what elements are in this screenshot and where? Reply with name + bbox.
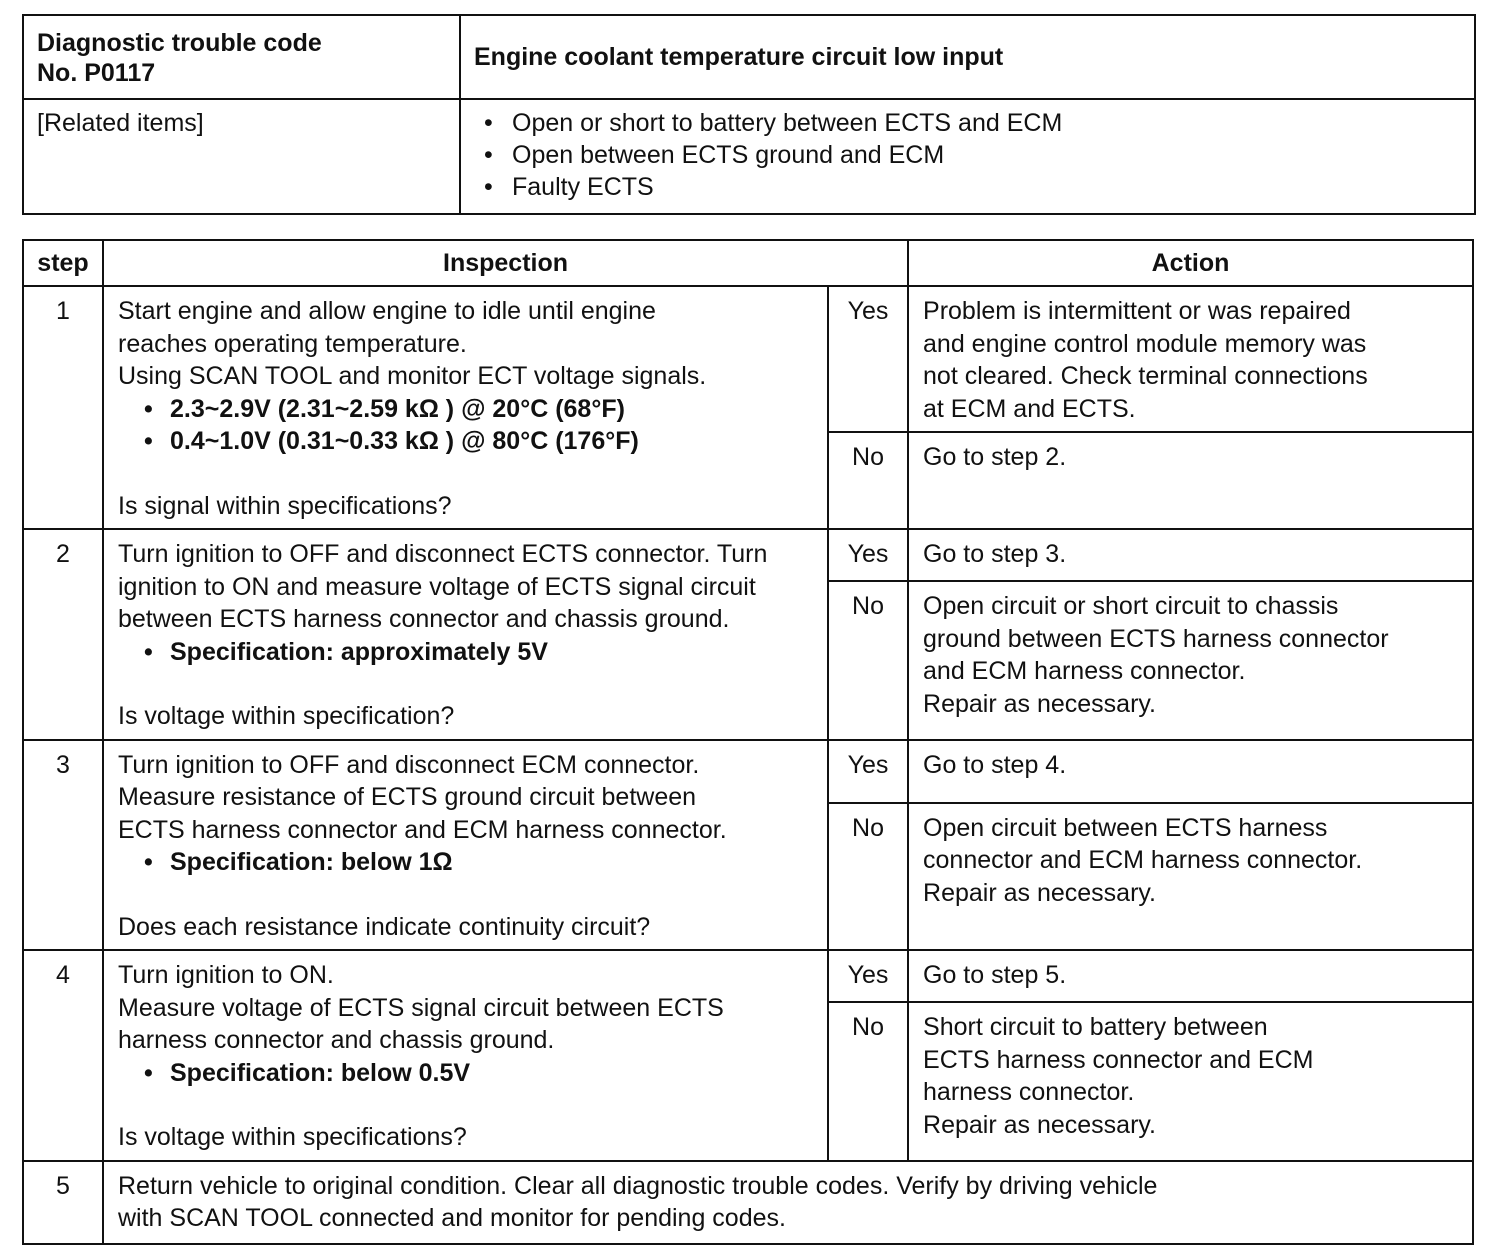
- inspection-question: Is voltage within specifications?: [118, 1123, 467, 1151]
- spec-item: • 0.4~1.0V (0.31~0.33 kΩ ) @ 80°C (176°F): [170, 425, 813, 458]
- related-items-list: [474, 107, 1461, 203]
- no-label: No: [828, 803, 908, 950]
- spec-item: • Specification: below 1Ω: [170, 846, 813, 879]
- action-text: Open circuit between ECTS harness: [923, 813, 1328, 842]
- action-text: Go to step 3.: [923, 540, 1067, 568]
- spec-list: [118, 393, 813, 458]
- related-items-cell: [460, 99, 1475, 214]
- inspection-cell: [103, 740, 828, 951]
- yes-action: [908, 950, 1473, 1002]
- inspection-text: ECTS harness connector and ECM harness connector.: [118, 815, 727, 844]
- col-header-action: Action: [908, 240, 1473, 286]
- action-text: ECTS harness connector and ECM: [923, 1045, 1314, 1074]
- dtc-code-number: No. P0117: [37, 59, 156, 87]
- inspection-text: Return vehicle to original condition. Clear all diagnostic trouble codes. Verify by driving vehicle: [118, 1171, 1158, 1200]
- spec-list: [118, 1057, 813, 1090]
- inspection-text: ignition to ON and measure voltage of ECTS signal circuit: [118, 572, 756, 601]
- spec-item: • 2.3~2.9V (2.31~2.59 kΩ ) @ 20°C (68°F): [170, 393, 813, 426]
- spec-item: • Specification: approximately 5V: [170, 636, 813, 669]
- table-row: [23, 529, 1473, 581]
- inspection-question: Does each resistance indicate continuity circuit?: [118, 912, 651, 941]
- inspection-text: Turn ignition to OFF and disconnect ECM connector.: [118, 750, 700, 779]
- action-text: Go to step 2.: [923, 443, 1067, 471]
- diagnostic-steps-table: [22, 239, 1474, 1245]
- table-row: [23, 740, 1473, 803]
- inspection-text: harness connector and chassis ground.: [118, 1026, 555, 1054]
- table-row: [23, 286, 1473, 432]
- inspection-text: Turn ignition to OFF and disconnect ECTS connector. Turn: [118, 540, 768, 568]
- yes-label: Yes: [828, 950, 908, 1002]
- yes-action: [908, 529, 1473, 581]
- inspection-text: Measure voltage of ECTS signal circuit between ECTS: [118, 993, 724, 1022]
- yes-action: [908, 286, 1473, 432]
- action-text: not cleared. Check terminal connections: [923, 362, 1368, 390]
- related-item: • Open or short to battery between ECTS and ECM: [512, 107, 1461, 139]
- step-number: 1: [23, 286, 103, 529]
- inspection-cell: [103, 286, 828, 529]
- inspection-question: Is voltage within specification?: [118, 702, 455, 730]
- no-label: No: [828, 1002, 908, 1160]
- inspection-cell: [103, 950, 828, 1161]
- final-step-text: [103, 1161, 1473, 1244]
- no-action: [908, 1002, 1473, 1160]
- inspection-cell: [103, 529, 828, 740]
- inspection-text: between ECTS harness connector and chassis ground.: [118, 605, 730, 633]
- action-text: ground between ECTS harness connector: [923, 624, 1389, 653]
- dtc-code-cell: [23, 15, 460, 99]
- action-text: Short circuit to battery between: [923, 1013, 1268, 1042]
- action-text: Problem is intermittent or was repaired: [923, 297, 1351, 325]
- action-text: Go to step 4.: [923, 750, 1067, 779]
- action-text: Go to step 5.: [923, 961, 1067, 989]
- col-header-step: step: [23, 240, 103, 286]
- step-number: 4: [23, 950, 103, 1161]
- action-text: Repair as necessary.: [923, 689, 1156, 718]
- step-number: 2: [23, 529, 103, 740]
- action-text: Open circuit or short circuit to chassis: [923, 592, 1339, 621]
- yes-label: Yes: [828, 740, 908, 803]
- inspection-text: with SCAN TOOL connected and monitor for pending codes.: [118, 1204, 786, 1232]
- step-number: 3: [23, 740, 103, 951]
- spec-list: [118, 846, 813, 879]
- no-action: [908, 803, 1473, 950]
- related-items-label: [Related items]: [23, 99, 460, 214]
- yes-action: [908, 740, 1473, 803]
- action-text: at ECM and ECTS.: [923, 394, 1136, 423]
- inspection-text: Measure resistance of ECTS ground circuit between: [118, 783, 697, 811]
- action-text: and engine control module memory was: [923, 329, 1367, 358]
- action-text: connector and ECM harness connector.: [923, 846, 1363, 875]
- spec-item: • Specification: below 0.5V: [170, 1057, 813, 1090]
- dtc-header-table: [22, 14, 1476, 215]
- no-action: [908, 581, 1473, 739]
- dtc-code-label: Diagnostic trouble code: [37, 29, 322, 57]
- no-action: [908, 432, 1473, 529]
- inspection-text: Start engine and allow engine to idle until engine: [118, 297, 656, 325]
- dtc-title: Engine coolant temperature circuit low input: [460, 15, 1475, 99]
- no-label: No: [828, 581, 908, 739]
- related-item: • Open between ECTS ground and ECM: [512, 139, 1461, 171]
- inspection-text: Turn ignition to ON.: [118, 961, 334, 989]
- inspection-question: Is signal within specifications?: [118, 491, 452, 520]
- action-text: and ECM harness connector.: [923, 657, 1246, 686]
- table-row: [23, 950, 1473, 1002]
- action-text: harness connector.: [923, 1078, 1135, 1107]
- no-label: No: [828, 432, 908, 529]
- inspection-text: Using SCAN TOOL and monitor ECT voltage signals.: [118, 362, 707, 390]
- related-item: • Faulty ECTS: [512, 171, 1461, 203]
- col-header-inspection: Inspection: [103, 240, 908, 286]
- table-row: [23, 1161, 1473, 1244]
- action-text: Repair as necessary.: [923, 878, 1156, 907]
- step-number: 5: [23, 1161, 103, 1244]
- spec-list: [118, 636, 813, 669]
- yes-label: Yes: [828, 529, 908, 581]
- inspection-text: reaches operating temperature.: [118, 329, 467, 358]
- action-text: Repair as necessary.: [923, 1110, 1156, 1139]
- yes-label: Yes: [828, 286, 908, 432]
